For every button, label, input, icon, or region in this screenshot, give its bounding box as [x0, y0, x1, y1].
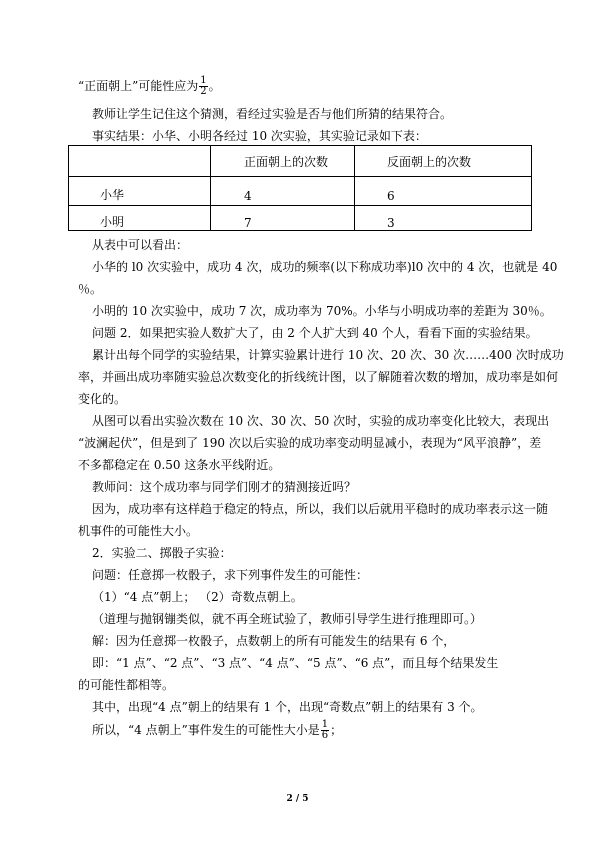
fraction-denominator: 2: [200, 86, 207, 97]
paragraph-line: 问题 2．如果把实验人数扩大了，由 2 个人扩大到 40 个人，看看下面的实验结果。: [92, 326, 538, 340]
paragraph-line: 累计出每个同学的实验结果，计算实验累计进行 10 次、20 次、30 次……400 次时成功: [92, 348, 564, 362]
table-cell: 小华: [69, 177, 211, 206]
paragraph-line: （道理与抛钢镚类似，就不再全班试验了，教师引导学生进行推理即可。）: [92, 612, 483, 626]
paragraph-line: （1）“4 点”朝上； （2）奇数点朝上。: [92, 590, 303, 604]
fraction-denominator: 6: [321, 730, 329, 741]
table-header-row: [69, 146, 532, 177]
page-number: 2 / 5: [286, 794, 309, 804]
fraction-numerator: 1: [200, 75, 207, 86]
text-run: ；: [330, 723, 343, 737]
fraction-numerator: 1: [321, 719, 329, 730]
paragraph-line: [92, 720, 342, 741]
text-run: “正面朝上”可能性应为: [78, 79, 199, 93]
table-row: [69, 177, 532, 206]
table-cell: 4: [211, 177, 355, 206]
paragraph-line: 事实结果：小华、小明各经过 10 次实验，其实验记录如下表：: [92, 129, 427, 143]
table-cell: 小明: [69, 206, 211, 231]
paragraph-line: 不多都稳定在 0.50 这条水平线附近。: [78, 458, 281, 472]
table-row: [69, 206, 532, 231]
fraction-one-half: [199, 76, 207, 97]
paragraph-line: 其中，出现“4 点”朝上的结果有 1 个，出现“奇数点”朝上的结果有 3 个。: [92, 700, 483, 714]
text-run: 。: [208, 79, 221, 93]
text-run: 所以，“4 点朝上”事件发生的可能性大小是: [92, 723, 320, 737]
paragraph-line: 教师让学生记住这个猜测，看经过实验是否与他们所猜的结果符合。: [92, 107, 453, 121]
paragraph-line: 变化的。: [78, 392, 127, 406]
table-cell: 3: [355, 206, 532, 231]
paragraph-line: 率，并画出成功率随实验总次数变化的折线统计图，以了解随着次数的增加，成功率是如何: [78, 370, 559, 384]
paragraph-line: 小明的 10 次实验中，成功 7 次，成功率为 70%。小华与小明成功率的差距为 30％。: [92, 304, 552, 318]
paragraph-line: 机事件的可能性大小。: [78, 524, 199, 538]
paragraph-line: 从图可以看出实验次数在 10 次、30 次、50 次时，实验的成功率变化比较大，表现出: [92, 414, 550, 428]
fraction-one-sixth: [321, 720, 329, 741]
paragraph-line: ％。: [78, 282, 103, 296]
paragraph-line: 从表中可以看出：: [92, 238, 189, 252]
table-cell: 7: [211, 206, 355, 231]
table-header-cell: 正面朝上的次数: [211, 146, 355, 177]
paragraph-line: 问题：任意掷一枚骰子，求下列事件发生的可能性：: [92, 568, 369, 582]
table-cell: 6: [355, 177, 532, 206]
paragraph-line: [78, 76, 221, 97]
experiment-table: [68, 145, 532, 231]
paragraph-line: 因为，成功率有这样趋于稳定的特点，所以，我们以后就用平稳时的成功率表示这一随: [92, 502, 549, 516]
paragraph-line: 即：“1 点”、“2 点”、“3 点”、“4 点”、“5 点”、“6 点”，而且每个结果发生: [92, 656, 499, 670]
table-header-cell: [69, 146, 211, 177]
paragraph-line: 教师问：这个成功率与同学们刚才的猜测接近吗？: [92, 480, 357, 494]
paragraph-line: 的可能性都相等。: [78, 678, 175, 692]
paragraph-line: 小华的 l0 次实验中，成功 4 次，成功的频率(以下称成功率)l0 次中的 4 次，也就是 40: [92, 260, 558, 274]
paragraph-line: 解：因为任意掷一枚骰子，点数朝上的所有可能发生的结果有 6 个，: [92, 634, 456, 648]
paragraph-line: “波澜起伏”，但是到了 190 次以后实验的成功率变动明显减小，表现为“风平浪静”，差: [78, 436, 542, 450]
section-heading: 2．实验二、掷骰子实验：: [92, 546, 232, 560]
table-header-cell: 反面朝上的次数: [355, 146, 532, 177]
